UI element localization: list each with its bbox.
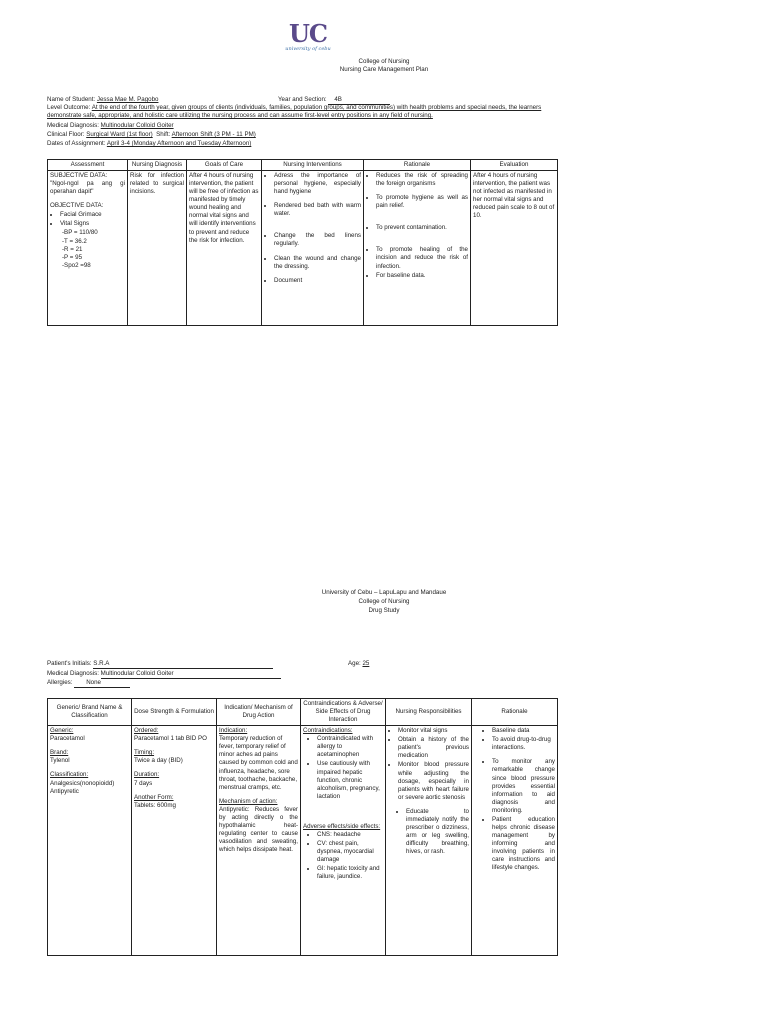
dose-cell: [132, 726, 217, 956]
indication-cell: [217, 726, 301, 956]
nursing-diagnosis-cell: Risk for infection related to surgical incisions.: [128, 171, 187, 326]
generic-name: Paracetamol: [50, 735, 85, 743]
assessment-cell: [48, 171, 128, 326]
year-section-field: Year and Section: 4B: [278, 96, 390, 105]
drug-diagnosis-field: Medical Diagnosis: Multinodular Colloid Goiter: [47, 670, 281, 679]
age-field: Age: 25: [348, 660, 370, 667]
patient-age: 25: [362, 660, 370, 667]
duration-label: Duration:: [134, 771, 160, 779]
classification: Antipyretic: [50, 787, 79, 795]
list-item: • Reduces the risk of spreading the foreign organisms: [376, 172, 468, 188]
drug-table-row: [48, 726, 558, 956]
ncp-col-interventions: Nursing Interventions: [262, 160, 364, 171]
list-item: • Patient education helps chronic disease management by informing and involving patients in care instructions and lifestyle changes.: [492, 816, 555, 872]
another-form-label: Another Form:: [134, 793, 174, 801]
ncp-col-goals: Goals of Care: [187, 160, 262, 171]
classification-label: Classification:: [50, 771, 89, 779]
drug-table-header-row: [48, 699, 558, 726]
list-item: • Vital Signs: [60, 220, 125, 228]
ncp-diagnosis: Multinodular Colloid Goiter: [100, 122, 174, 129]
drug-study-table: [47, 698, 558, 956]
year-section: 4B: [328, 96, 390, 105]
vital-bp: -BP = 110/80: [62, 229, 98, 237]
dates-of-assignment: April 3-4 (Monday Afternoon and Tuesday Afternoon): [106, 140, 252, 147]
level-outcome: At the end of the fourth year, given groups of clients (individuals, families, population groups, and communities) with health problems and special needs, the learners demonstrate safe, appropriate, and holistic care utilizing the nursing process and can assume first-level entry positions in any field of nursing.: [47, 104, 542, 120]
ordered-label: Ordered:: [134, 727, 159, 735]
mechanism: Antipyretic: Reduces fever by acting directly o the hypothalamic heat-regulating center to cause vasodilation and sweating, which helps dissipate heat.: [219, 805, 298, 854]
drug-col-indication: Indication/ Mechanism of Drug Action: [217, 699, 301, 726]
classification: Analgesics(nonopioidd): [50, 779, 115, 787]
drug-diagnosis: Multinodular Colloid Goiter: [101, 670, 281, 679]
list-item: • To monitor any remarkable change since blood pressure provides essential information to aid diagnosis and monitoring.: [492, 758, 555, 814]
patient-initials: S.R.A: [93, 660, 273, 669]
list-item: • Contraindicated with allergy to acetaminophen: [317, 735, 383, 759]
list-item: • Change the bed linens regularly.: [274, 232, 361, 248]
objective-title: OBJECTIVE DATA:: [50, 202, 104, 210]
allergies: None: [74, 679, 130, 688]
ordered: Paracetamol 1 tab BID PO: [134, 735, 207, 743]
list-item: • To promote healing of the incision and reduce the risk of infection.: [376, 246, 468, 270]
indication-label: Indication:: [219, 727, 248, 735]
list-item: • To avoid drug-to-drug interactions.: [492, 736, 555, 752]
university-logo: [278, 19, 338, 58]
list-item: • Adress the importance of personal hygiene, especially hand hygiene: [274, 172, 361, 196]
interventions-cell: [262, 171, 364, 326]
ncp-col-evaluation: Evaluation: [471, 160, 558, 171]
allergies-field: Allergies: None: [47, 679, 130, 688]
ncp-table-header-row: [48, 160, 558, 171]
ncp-col-diagnosis: Nursing Diagnosis: [128, 160, 187, 171]
drug-header-title: Drug Study: [368, 607, 400, 614]
list-item: • To prevent contamination.: [376, 224, 468, 232]
drug-col-contraindications: Contraindications & Adverse/ Side Effects of Drug Interaction: [301, 699, 386, 726]
responsibilities-cell: [386, 726, 472, 956]
list-item: • To promote hygiene as well as pain relief.: [376, 194, 468, 210]
drug-col-generic: Generic/ Brand Name & Classification: [48, 699, 132, 726]
list-item: • Baseline data: [492, 727, 555, 735]
duration: 7 days: [134, 779, 153, 787]
ncp-header-title: Nursing Care Management Plan: [339, 66, 429, 73]
clinical-floor-field: Clinical Floor: Surgical Ward (1st floor) Shift: Afternoon Shift (3 PM - 11 PM): [47, 131, 256, 138]
level-outcome-field: Level Outcome: At the end of the fourth year, given groups of clients (individuals, families, population groups, and communities) with health problems and special needs, the learners demonstrate safe, appropriate, and holistic care utilizing the nursing process and can assume first-level entry positions in any field of nursing.: [47, 104, 542, 120]
vital-spo2: -Spo2 =98: [62, 261, 91, 269]
timing: Twice a day (BID): [134, 757, 183, 765]
list-item: • Clean the wound and change the dressing.: [274, 255, 361, 271]
timing-label: Timing:: [134, 749, 155, 757]
contraindications-label: Contraindications:: [303, 727, 353, 735]
list-item: • Monitor blood pressure while adjusting the dosage, especially in patients with heart failure or severe aortic stenosis: [398, 761, 469, 801]
ncp-header-college: College of Nursing: [358, 58, 410, 65]
list-item: • Educate to immediately notify the prescriber o dizziness, arm or leg swelling, difficulty breathing, hives, or rash.: [406, 808, 469, 856]
generic-cell: [48, 726, 132, 956]
brand-name: Tylenol: [50, 757, 70, 765]
drug-col-dose: Dose Strength & Formulation: [132, 699, 217, 726]
list-item: • GI: hepatic toxicity and failure, jaundice.: [317, 865, 383, 881]
ncp-rationale-cell: [364, 171, 471, 326]
ncp-col-assessment: Assessment: [48, 160, 128, 171]
logo-subtitle: university of cebu: [285, 46, 331, 52]
drug-col-rationale: Rationale: [472, 699, 558, 726]
vital-temp: -T = 36.2: [62, 237, 87, 245]
another-form: Tablets: 600mg: [134, 801, 176, 809]
list-item: • Monitor vital signs: [398, 727, 469, 735]
ncp-table-row: [48, 171, 558, 326]
patient-initials-field: Patient's Initials: S.R.A: [47, 660, 273, 669]
list-item: • Rendered bed bath with warm water.: [274, 202, 361, 218]
list-item: • Document: [274, 277, 361, 285]
adverse-effects-label: Adverse effects/side effects:: [303, 822, 381, 830]
student-name: Jessa Mae M. Pagobo: [96, 96, 159, 103]
goals-cell: After 4 hours of nursing intervention, the patient will be free of infection as manifested by timely wound healing and normal vital signs and will identify interventions to prevent and reduce the risk for infection.: [187, 171, 262, 326]
vital-resp: -R = 21: [62, 245, 83, 253]
student-name-field: Name of Student: Jessa Mae M. Pagobo: [47, 96, 159, 103]
vital-pulse: -P = 95: [62, 253, 83, 261]
ncp-col-rationale: Rationale: [364, 160, 471, 171]
drug-header-university: University of Cebu – LapuLapu and Mandaue: [321, 589, 447, 596]
logo-mark: UC: [288, 19, 328, 48]
ncp-diagnosis-field: Medical Diagnosis: Multinodular Colloid Goiter: [47, 122, 174, 129]
dates-field: Dates of Assignment: April 3-4 (Monday Afternoon and Tuesday Afternoon): [47, 140, 252, 147]
subjective-data: "Ngol-ngol pa ang gi operahan dapit": [50, 180, 125, 196]
list-item: • Obtain a history of the patient's previous medication: [398, 736, 469, 760]
drug-header-college: College of Nursing: [358, 598, 410, 605]
list-item: • CV: chest pain, dyspnea, myocardial damage: [317, 840, 383, 864]
brand-label: Brand:: [50, 749, 69, 757]
clinical-floor: Surgical Ward (1st floor): [86, 131, 153, 138]
generic-label: Generic:: [50, 727, 74, 735]
drug-col-responsibilities: Nursing Responsibilities: [386, 699, 472, 726]
list-item: • Use cautiously with impaired hepatic function, chronic alcoholism, pregnancy, lactation: [317, 760, 383, 800]
mechanism-label: Mechanism of action:: [219, 797, 278, 805]
ncp-table: [47, 159, 558, 326]
drug-rationale-cell: [472, 726, 558, 956]
subjective-title: SUBJECTIVE DATA:: [50, 172, 108, 180]
evaluation-cell: After 4 hours of nursing intervention, the patient was not infected as manifested in her normal vital signs and reduced pain scale to 8 out of 10.: [471, 171, 558, 326]
list-item: • CNS: headache: [317, 831, 383, 839]
contraindications-cell: [301, 726, 386, 956]
list-item: • For baseline data.: [376, 272, 468, 280]
list-item: • Facial Grimace: [60, 211, 125, 219]
indication: Temporary reduction of fever, temporary relief of minor aches ad pains caused by common cold and influenza, headache, sore throat, toothache, backache, menstrual cramps, etc.: [219, 735, 298, 791]
shift: Afternoon Shift (3 PM - 11 PM): [171, 131, 256, 138]
